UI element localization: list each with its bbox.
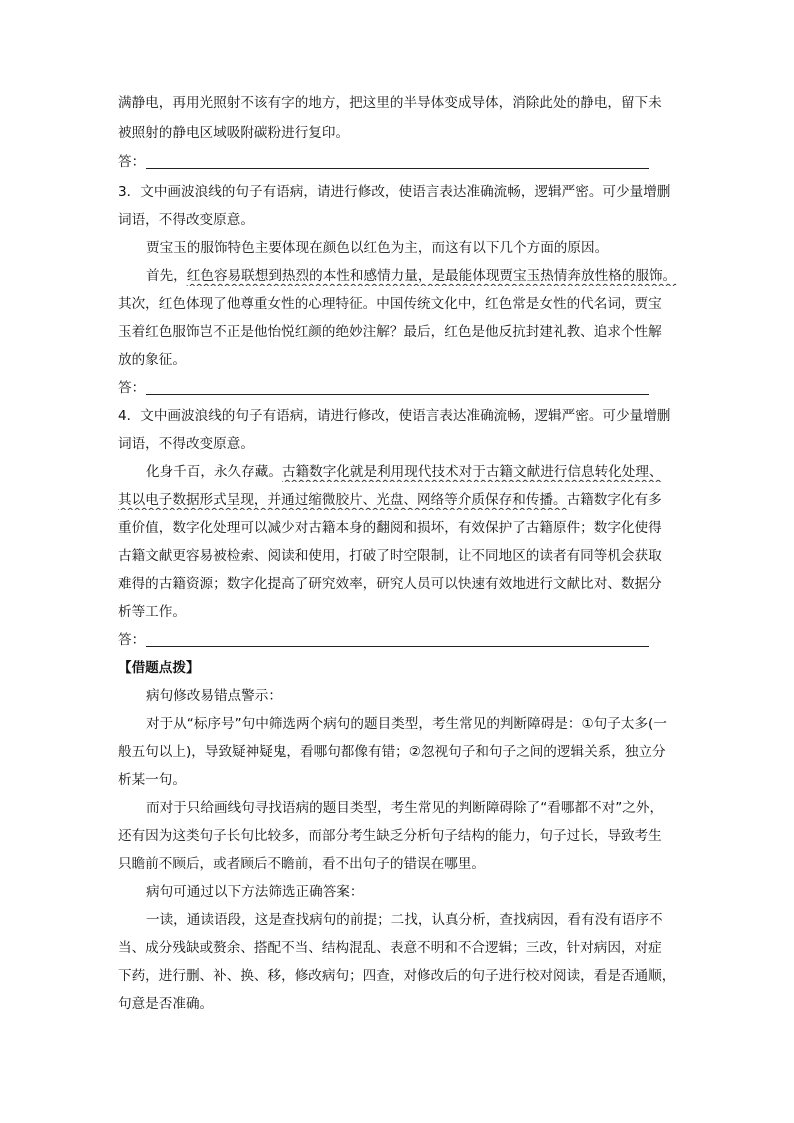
answer-label: 答： [118, 632, 146, 648]
tips-paragraph-1-line-3: 析某一句。 [118, 772, 186, 788]
q4-passage-line-3: 重价值，数字化处理可以减少对古籍本身的翻阅和损坏，有效保护了古籍原件；数字化使得 [118, 520, 662, 536]
q4-passage-line-1 [146, 462, 686, 482]
q4-passage-line-5: 难得的古籍资源；数字化提高了研究效率，研究人员可以快速有效地进行文献比对、数据分 [118, 576, 662, 592]
tips-paragraph-4-line-2: 当、成分残缺或赘余、搭配不当、结构混乱、表意不明和不合逻辑；三改，针对病因，对症 [118, 940, 662, 956]
answer-line[interactable] [146, 394, 649, 395]
q4-plain-text: 古籍数字化有多 [566, 492, 662, 508]
tips-paragraph-2-line-3: 只瞻前不顾后，或者顾后不瞻前，看不出句子的错误在哪里。 [118, 856, 486, 872]
tips-paragraph-3: 病句可通过以下方法筛选正确答案： [146, 884, 364, 900]
q3-passage-line-4: 玉着红色服饰岂不正是他怡悦红颜的绝妙注解？最后，红色是他反抗封建礼教、追求个性解 [118, 324, 662, 340]
tips-paragraph-2-line-2: 还有因为这类句子长句比较多，而部分考生缺乏分析句子结构的能力，句子过长，导致考生 [118, 828, 662, 844]
q3-passage-line-5: 放的象征。 [118, 352, 186, 368]
q4-passage-line-4: 古籍文献更容易被检索、阅读和使用，打破了时空限制，让不同地区的读者有同等机会获取 [118, 548, 662, 564]
tips-paragraph-1-line-1: 对于从“标序号”句中筛选两个病句的题目类型，考生常见的判断障碍是：①句子太多(一 [146, 716, 667, 732]
q3-passage-line-2 [146, 266, 686, 286]
answer-label: 答： [118, 154, 146, 170]
q4-passage-line-6: 析等工作。 [118, 604, 186, 620]
q4-passage-line-2 [118, 490, 686, 510]
q3-wavy-sentence: 红色容易联想到热烈的本性和感情力量，是最能体现贾宝玉热情奔放性格的服饰。 [186, 268, 677, 284]
answer-line[interactable] [146, 168, 649, 169]
answer-label: 答： [118, 380, 146, 396]
tips-paragraph-4-line-1: 一读，通读语段，这是查找病句的前提；二找，认真分析，查找病因，看有没有语序不 [146, 912, 663, 928]
tips-paragraph-1-line-2: 般五句以上)，导致疑神疑鬼，看哪句都像有错；②忽视句子和句子之间的逻辑关系，独立分 [118, 744, 666, 760]
q3-prompt-line-1: 3．文中画波浪线的句子有语病，请进行修改，使语言表达准确流畅，逻辑严密。可少量增删 [118, 184, 671, 200]
tips-subheading: 病句修改易错点警示： [146, 688, 282, 704]
answer-line[interactable] [146, 646, 649, 647]
q4-plain-text: 化身千百，永久存藏。 [146, 464, 282, 480]
tips-paragraph-4-line-4: 句意是否准确。 [118, 996, 214, 1012]
q3-prompt-line-2: 词语，不得改变原意。 [118, 212, 254, 228]
q4-wavy-sentence-part-2: 其以电子数据形式呈现，并通过缩微胶片、光盘、网络等介质保存和传播。 [118, 492, 567, 508]
tips-heading: 【借题点拨】 [118, 660, 200, 676]
q3-plain-text: 首先， [146, 268, 187, 284]
intro-line-2: 被照射的静电区域吸附碳粉进行复印。 [118, 125, 350, 141]
q3-passage-line-3: 其次，红色体现了他尊重女性的心理特征。中国传统文化中，红色常是女性的代名词，贾宝 [118, 296, 662, 312]
q4-prompt-line-1: 4．文中画波浪线的句子有语病，请进行修改，使语言表达准确流畅，逻辑严密。可少量增删 [118, 408, 671, 424]
q4-prompt-line-2: 词语，不得改变原意。 [118, 436, 254, 452]
q3-passage-line-1: 贾宝玉的服饰特色主要体现在颜色以红色为主，而这有以下几个方面的原因。 [146, 240, 609, 256]
tips-paragraph-2-line-1: 而对于只给画线句寻找语病的题目类型，考生常见的判断障碍除了“看哪都不对”之外， [146, 800, 664, 816]
intro-line-1: 满静电，再用光照射不该有字的地方，把这里的半导体变成导体，消除此处的静电，留下未 [118, 95, 662, 111]
tips-paragraph-4-line-3: 下药，进行删、补、换、移，修改病句；四查，对修改后的句子进行校对阅读，看是否通顺， [118, 968, 676, 984]
q4-wavy-sentence-part-1: 古籍数字化就是利用现代技术对于古籍文献进行信息转化处理、 [281, 464, 663, 480]
